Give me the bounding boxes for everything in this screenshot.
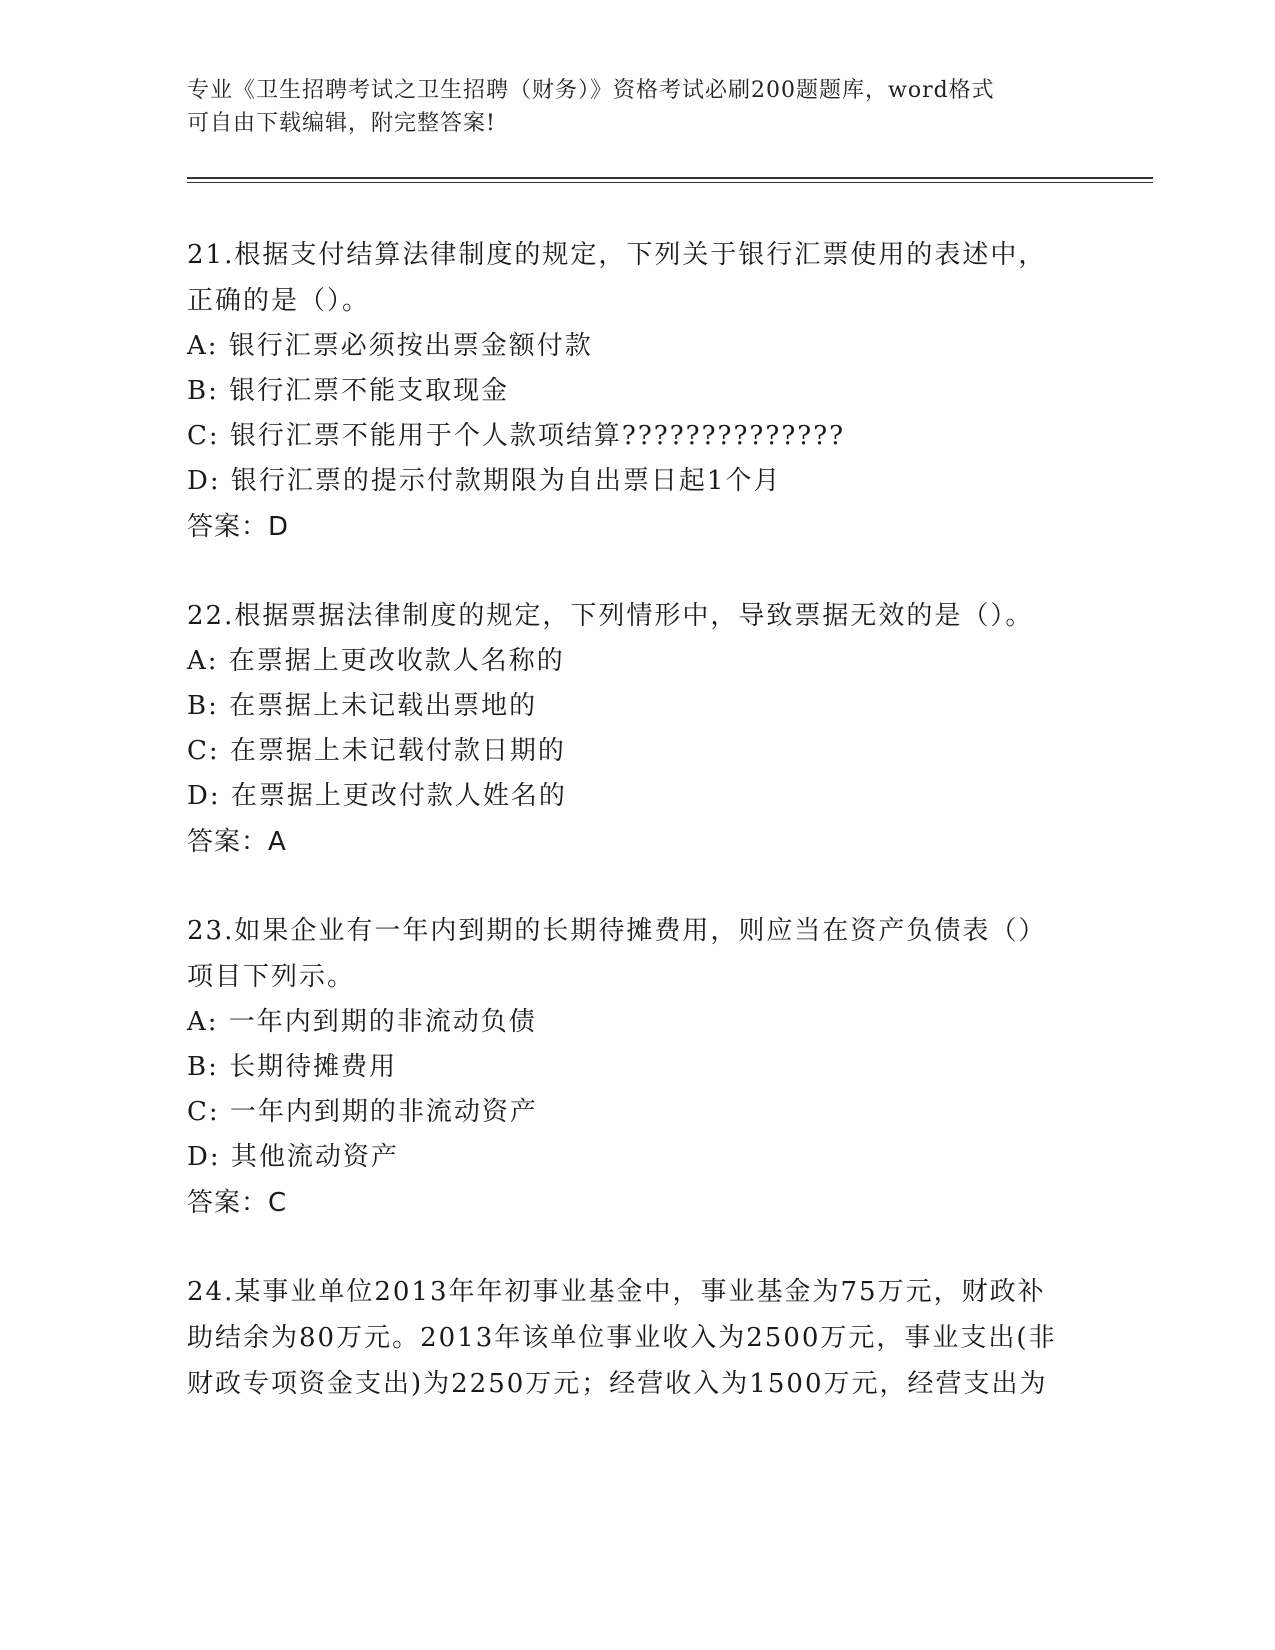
question-stem: 23.如果企业有一年内到期的长期待摊费用，则应当在资产负债表（） [187,916,1047,946]
question-stem: 22.根据票据法律制度的规定，下列情形中，导致票据无效的是（）。 [187,601,1034,631]
option-c: C: 在票据上未记载付款日期的 [187,736,566,766]
option-c: C: 一年内到期的非流动资产 [187,1097,538,1127]
question-stem: 财政专项资金支出)为2250万元；经营收入为1500万元，经营支出为 [187,1369,1048,1399]
question-list [187,232,1087,1450]
page-header [187,74,1067,140]
header-line-1: 专业《卫生招聘考试之卫生招聘（财务）》资格考试必刷200题题库，word格式 [187,78,995,103]
answer: 答案：D [187,512,290,542]
answer: 答案：C [187,1188,288,1218]
question-24 [187,1269,1087,1407]
question-23 [187,908,1087,1226]
question-stem: 24.某事业单位2013年年初事业基金中，事业基金为75万元，财政补 [187,1277,1046,1307]
option-a: A: 在票据上更改收款人名称的 [187,646,565,676]
option-a: A: 一年内到期的非流动负债 [187,1007,537,1037]
option-d: D: 银行汇票的提示付款期限为自出票日起1个月 [187,466,782,496]
answer: 答案：A [187,827,287,857]
question-21 [187,232,1087,550]
question-stem: 项目下列示。 [187,962,356,992]
option-d: D: 在票据上更改付款人姓名的 [187,781,567,811]
option-a: A: 银行汇票必须按出票金额付款 [187,331,593,361]
header-line-2: 可自由下载编辑，附完整答案! [187,111,496,136]
option-b: B: 银行汇票不能支取现金 [187,376,510,406]
question-stem: 21.根据支付结算法律制度的规定，下列关于银行汇票使用的表述中， [187,240,1047,270]
question-stem: 助结余为80万元。2013年该单位事业收入为2500万元，事业支出(非 [187,1323,1057,1353]
header-divider [187,177,1153,179]
question-stem: 正确的是（）。 [187,286,371,316]
header-divider-thin [187,182,1153,183]
option-d: D: 其他流动资产 [187,1142,399,1172]
option-b: B: 长期待摊费用 [187,1052,398,1082]
question-22 [187,593,1087,865]
option-c: C: 银行汇票不能用于个人款项结算?????????????? [187,421,846,451]
option-b: B: 在票据上未记载出票地的 [187,691,538,721]
